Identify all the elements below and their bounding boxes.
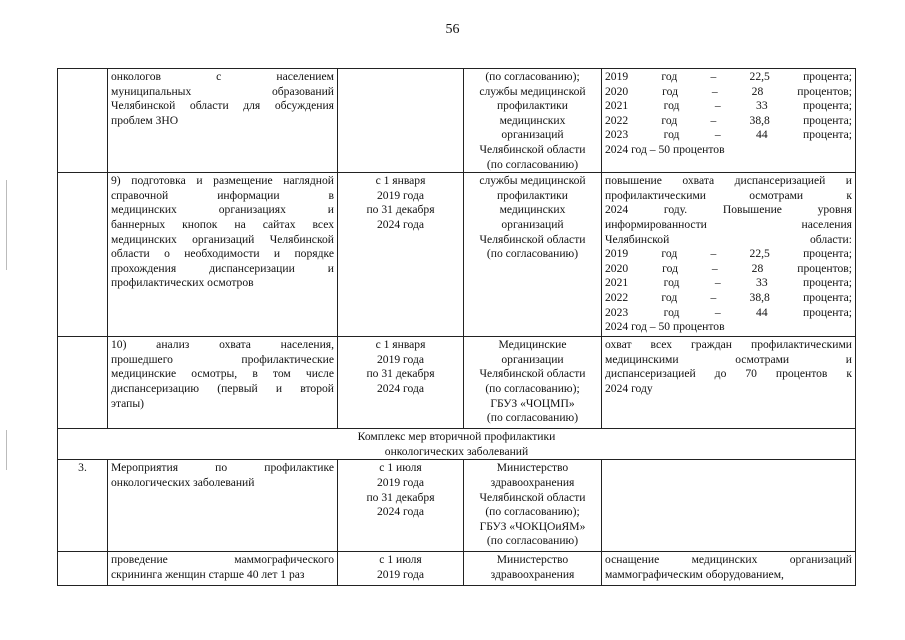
table-row xyxy=(58,69,856,173)
event-cell-line: скрининга женщин старше 40 лет 1 раз xyxy=(111,567,305,581)
period-cell xyxy=(338,173,464,337)
period-cell-line: по 31 декабря xyxy=(366,367,435,381)
executor-cell-line: службы медицинской xyxy=(479,174,586,188)
executor-cell-line: медицинских xyxy=(499,203,566,217)
executor-cell-line: службы медицинской xyxy=(479,84,586,98)
executor-cell-line: Министерство xyxy=(496,461,569,475)
result-cell-line: охват всех граждан профилактическими xyxy=(605,338,852,352)
executor-cell-line: организаций xyxy=(501,217,564,231)
section-title-line: онкологических заболеваний xyxy=(384,444,529,458)
period-cell-line: с 1 июля xyxy=(379,461,422,475)
executor-cell-line: (по согласованию) xyxy=(486,247,579,261)
event-cell-line: 10) анализ охвата населения, xyxy=(111,338,334,352)
executor-cell-line: ГБУЗ «ЧОКЦОиЯМ» xyxy=(479,519,586,533)
executor-cell-line: медицинских xyxy=(499,113,566,127)
result-cell-line: 2020 год – 28 процентов; xyxy=(605,261,852,275)
executor-cell-line: организации xyxy=(501,352,564,366)
row-number: 3. xyxy=(58,460,108,552)
event-cell-line: медицинских организаций Челябинской xyxy=(111,232,334,246)
table-row xyxy=(58,173,856,337)
period-cell-line: 2019 года xyxy=(376,352,425,366)
executor-cell-line: Медицинские xyxy=(498,338,567,352)
result-cell-line: 2024 году xyxy=(605,381,653,395)
event-cell-line: профилактических осмотров xyxy=(111,276,254,290)
result-cell-line: маммографическим оборудованием, xyxy=(605,567,784,581)
row-number xyxy=(58,69,108,173)
section-title-line: Комплекс мер вторичной профилактики xyxy=(357,430,556,444)
event-cell-line: прошедшего профилактические xyxy=(111,352,334,366)
result-cell-line: 2021 год – 33 процента; xyxy=(605,276,852,290)
result-cell-line: 2024 год – 50 процентов xyxy=(605,142,725,156)
event-cell-line: проблем ЗНО xyxy=(111,113,179,127)
executor-cell xyxy=(464,337,602,429)
event-cell-line: Челябинской области для обсуждения xyxy=(111,99,334,113)
executor-cell-line: Челябинской области xyxy=(479,367,586,381)
result-cell-line: 2021 год – 33 процента; xyxy=(605,99,852,113)
executor-cell xyxy=(464,460,602,552)
event-cell-line: медицинские осмотры, в том числе xyxy=(111,367,334,381)
result-cell-line: 2020 год – 28 процентов; xyxy=(605,84,852,98)
result-cell-line: оснащение медицинских организаций xyxy=(605,553,852,567)
result-cell-line: повышение охвата диспансеризацией и xyxy=(605,174,852,188)
executor-cell-line: Министерство xyxy=(496,553,569,567)
result-cell-line: 2022 год – 38,8 процента; xyxy=(605,113,852,127)
table-row xyxy=(58,552,856,586)
result-cell xyxy=(602,460,856,552)
executor-cell-line: (по согласованию) xyxy=(486,534,579,548)
period-cell-line: 2019 года xyxy=(376,475,425,489)
result-cell-line: 2019 год – 22,5 процента; xyxy=(605,70,852,83)
result-cell-line: профилактическими осмотрами к xyxy=(605,188,852,202)
executor-cell-line: (по согласованию); xyxy=(485,505,580,519)
executor-cell-line: Челябинской области xyxy=(479,490,586,504)
result-cell-line: 2024 год – 50 процентов xyxy=(605,320,725,334)
table-row xyxy=(58,460,856,552)
period-cell-line: с 1 января xyxy=(375,174,426,188)
executor-cell-line: (по согласованию) xyxy=(486,157,579,171)
executor-cell-line: Челябинской области xyxy=(479,232,586,246)
event-cell xyxy=(108,337,338,429)
result-cell xyxy=(602,552,856,586)
period-cell-line: 2024 года xyxy=(376,505,425,519)
period-cell-line: с 1 июля xyxy=(379,553,422,567)
row-number xyxy=(58,337,108,429)
event-cell-line: баннерных кнопок на сайтах всех xyxy=(111,217,334,231)
event-cell-line: проведение маммографического xyxy=(111,553,334,567)
result-cell-line: 2019 год – 22,5 процента; xyxy=(605,247,852,261)
result-cell-line: информированности населения xyxy=(605,217,852,231)
period-cell-line: по 31 декабря xyxy=(366,203,435,217)
result-cell-line: Челябинской области: xyxy=(605,232,852,246)
result-cell xyxy=(602,173,856,337)
result-cell-line: 2023 год – 44 процента; xyxy=(605,305,852,319)
result-cell xyxy=(602,337,856,429)
event-cell xyxy=(108,69,338,173)
scan-edge-mark xyxy=(6,430,7,470)
event-cell-line: прохождения диспансеризации и xyxy=(111,261,334,275)
row-number xyxy=(58,173,108,337)
executor-cell-line: здравоохранения xyxy=(490,567,575,581)
result-cell-line: 2022 год – 38,8 процента; xyxy=(605,290,852,304)
period-cell-line: 2024 года xyxy=(376,381,425,395)
event-cell-line: 9) подготовка и размещение наглядной xyxy=(111,174,334,188)
event-cell xyxy=(108,460,338,552)
row-number xyxy=(58,552,108,586)
measures-table xyxy=(57,68,856,586)
event-cell-line: справочной информации в xyxy=(111,188,334,202)
period-cell xyxy=(338,337,464,429)
executor-cell-line: профилактики xyxy=(496,99,569,113)
result-cell-line: 2024 году. Повышение уровня xyxy=(605,203,852,217)
period-cell-line: 2019 года xyxy=(376,567,425,581)
event-cell-line: области о необходимости и порядке xyxy=(111,247,334,261)
result-cell-line: медицинскими осмотрами и xyxy=(605,352,852,366)
result-cell-line: диспансеризацией до 70 процентов к xyxy=(605,367,852,381)
period-cell-line: 2024 года xyxy=(376,217,425,231)
event-cell-line: Мероприятия по профилактике xyxy=(111,461,334,475)
executor-cell-line: (по согласованию); xyxy=(485,381,580,395)
section-row xyxy=(58,429,856,460)
executor-cell-line: Челябинской области xyxy=(479,142,586,156)
page-number: 56 xyxy=(445,22,460,37)
executor-cell xyxy=(464,69,602,173)
section-title xyxy=(58,429,856,460)
event-cell xyxy=(108,173,338,337)
table-row xyxy=(58,337,856,429)
event-cell xyxy=(108,552,338,586)
period-cell-line: по 31 декабря xyxy=(366,490,435,504)
executor-cell-line: здравоохранения xyxy=(490,475,575,489)
event-cell-line: онкологических заболеваний xyxy=(111,475,255,489)
executor-cell-line: организаций xyxy=(501,128,564,142)
event-cell-line: этапы) xyxy=(111,396,145,410)
period-cell xyxy=(338,552,464,586)
executor-cell-line: ГБУЗ «ЧОЦМП» xyxy=(490,396,575,410)
result-cell xyxy=(602,69,856,173)
executor-cell xyxy=(464,552,602,586)
event-cell-line: муниципальных образований xyxy=(111,84,334,98)
executor-cell-line: (по согласованию); xyxy=(485,70,580,83)
event-cell-line: диспансеризацию (первый и второй xyxy=(111,381,334,395)
event-cell-line: онкологов с населением xyxy=(111,70,334,83)
executor-cell-line: (по согласованию) xyxy=(486,411,579,425)
result-cell-line: 2023 год – 44 процента; xyxy=(605,128,852,142)
scan-edge-mark xyxy=(6,180,7,270)
executor-cell-line: профилактики xyxy=(496,188,569,202)
period-cell-line: 2019 года xyxy=(376,188,425,202)
executor-cell xyxy=(464,173,602,337)
period-cell xyxy=(338,460,464,552)
period-cell-line: с 1 января xyxy=(375,338,426,352)
event-cell-line: медицинских организациях и xyxy=(111,203,334,217)
period-cell xyxy=(338,69,464,173)
